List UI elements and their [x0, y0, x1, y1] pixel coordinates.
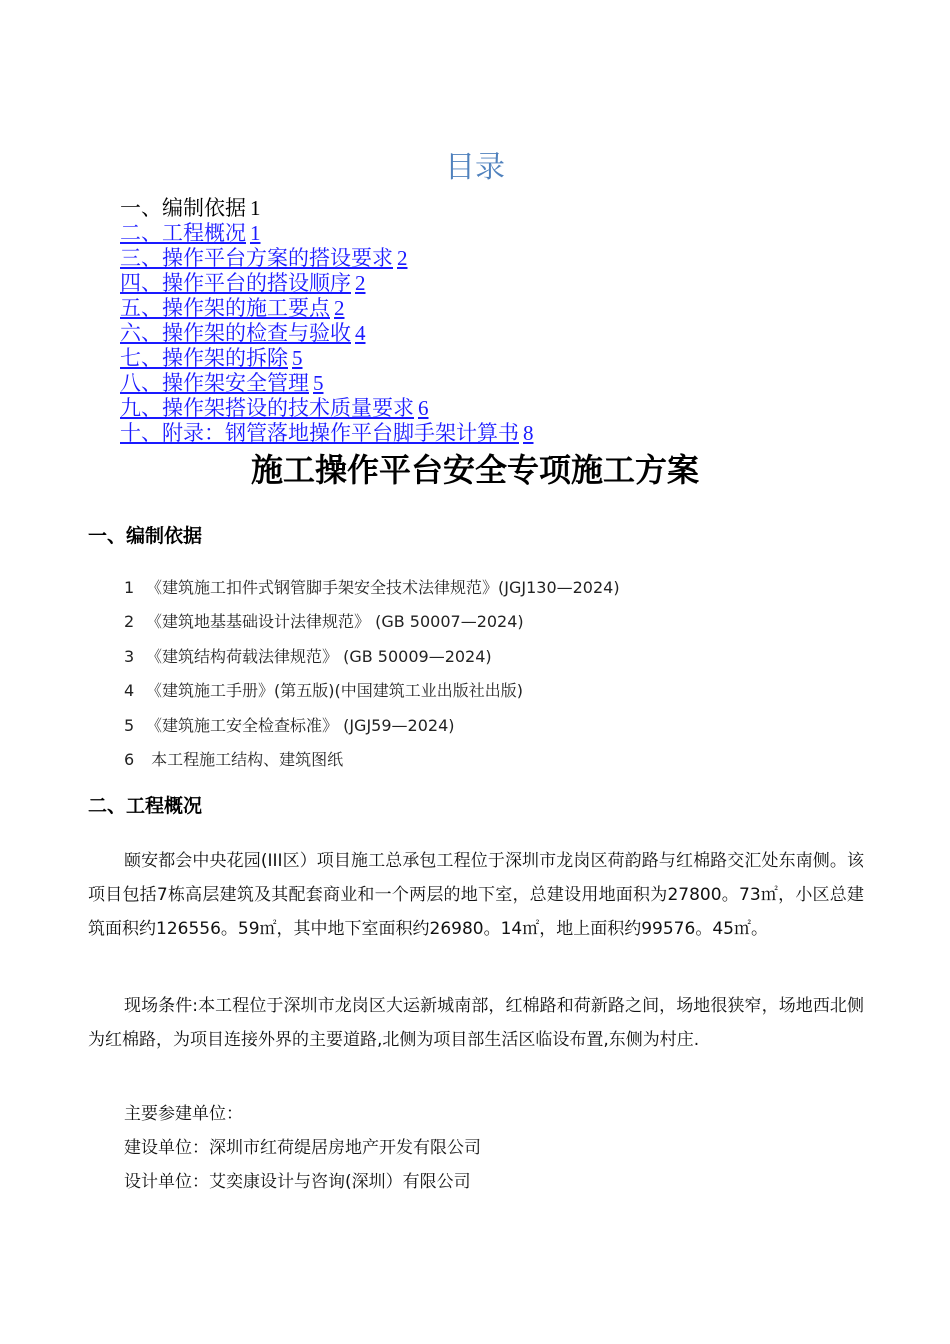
reference-number: 4 — [124, 681, 135, 701]
reference-list — [124, 574, 620, 780]
reference-number: 1 — [124, 578, 135, 597]
reference-text: 《建筑施工手册》(第五版)(中国建筑工业出版社出版) — [146, 681, 523, 701]
toc-item-page: 1 — [250, 196, 261, 220]
reference-number: 6 — [124, 749, 135, 769]
reference-item — [124, 608, 620, 642]
builder-unit: 建设单位：深圳市红荷缇居房地产开发有限公司 — [124, 1138, 481, 1158]
toc-item — [120, 246, 534, 271]
toc-item-label: 八、操作架安全管理 — [120, 371, 309, 395]
reference-number: 3 — [124, 646, 135, 666]
units-heading: 主要参建单位： — [124, 1104, 243, 1124]
toc-item-label: 二、工程概况 — [120, 221, 246, 245]
toc-item-label: 五、操作架的施工要点 — [120, 296, 330, 320]
toc-item-label: 七、操作架的拆除 — [120, 346, 288, 370]
toc-item — [120, 346, 534, 371]
paragraph-overview: 颐安都会中央花园(III区）项目施工总承包工程位于深圳市龙岗区荷韵路与红棉路交汇处东南侧。该项目包括7栋高层建筑及其配套商业和一个两层的地下室，总建设用地面积为27800。73㎡，小区总建筑面积约126556。59㎡，其中地下室面积约26980。14㎡，地上面积约99576。45㎡。 — [88, 851, 864, 939]
toc-item-page: 5 — [292, 346, 303, 370]
toc-item-page: 4 — [355, 321, 366, 345]
toc-link[interactable] — [120, 221, 261, 245]
document-title: 施工操作平台安全专项施工方案 — [250, 451, 699, 489]
toc-item — [120, 396, 534, 421]
toc-link[interactable] — [120, 396, 429, 420]
toc-item-label: 三、操作平台方案的搭设要求 — [120, 246, 393, 270]
toc-item — [120, 271, 534, 296]
reference-text: 《建筑地基基础设计法律规范》 (GB 50007—2024) — [146, 612, 524, 632]
reference-number: 5 — [124, 715, 135, 735]
toc-item-page: 5 — [313, 371, 324, 395]
designer-unit: 设计单位：艾奕康设计与咨询(深圳）有限公司 — [124, 1172, 471, 1192]
toc-item-page: 2 — [334, 296, 345, 320]
toc-item-label: 九、操作架搭设的技术质量要求 — [120, 396, 414, 420]
toc-item-page: 2 — [397, 246, 408, 270]
table-of-contents — [120, 196, 534, 446]
toc-item — [120, 196, 534, 221]
toc-item-label: 十、附录：钢管落地操作平台脚手架计算书 — [120, 421, 519, 445]
toc-link[interactable] — [120, 371, 324, 395]
reference-item — [124, 574, 620, 608]
paragraph-site-conditions: 现场条件:本工程位于深圳市龙岗区大运新城南部，红棉路和荷新路之间，场地很狭窄，场地西北侧为红棉路，为项目连接外界的主要道路,北侧为项目部生活区临设布置,东侧为村庄. — [88, 996, 864, 1050]
reference-text: 本工程施工结构、建筑图纸 — [146, 749, 344, 769]
reference-number: 2 — [124, 612, 135, 632]
toc-link[interactable] — [120, 271, 366, 295]
toc-item-label: 四、操作平台的搭设顺序 — [120, 271, 351, 295]
toc-item-page: 6 — [418, 396, 429, 420]
reference-item — [124, 746, 620, 780]
toc-item — [120, 371, 534, 396]
toc-link[interactable] — [120, 321, 366, 345]
reference-text: 《建筑施工安全检查标准》 (JGJ59—2024) — [146, 715, 455, 735]
toc-item — [120, 221, 534, 246]
reference-item — [124, 712, 620, 746]
reference-text: 《建筑施工扣件式钢管脚手架安全技术法律规范》(JGJ130—2024) — [146, 578, 620, 597]
toc-item-page: 2 — [355, 271, 366, 295]
toc-item-page: 8 — [523, 421, 534, 445]
toc-link[interactable] — [120, 421, 534, 445]
toc-link[interactable] — [120, 296, 345, 320]
toc-link[interactable] — [120, 346, 303, 370]
toc-item — [120, 421, 534, 446]
reference-item — [124, 643, 620, 677]
reference-item — [124, 677, 620, 711]
section-heading: 一、编制依据 — [88, 525, 203, 547]
section-heading: 二、工程概况 — [88, 795, 203, 817]
reference-text: 《建筑结构荷载法律规范》 (GB 50009—2024) — [146, 646, 492, 666]
toc-item — [120, 296, 534, 321]
toc-item — [120, 321, 534, 346]
toc-item-page: 1 — [250, 221, 261, 245]
toc-item-label: 六、操作架的检查与验收 — [120, 321, 351, 345]
toc-title: 目录 — [445, 150, 505, 185]
toc-link[interactable] — [120, 246, 408, 270]
toc-item-label: 一、编制依据 — [120, 196, 246, 220]
